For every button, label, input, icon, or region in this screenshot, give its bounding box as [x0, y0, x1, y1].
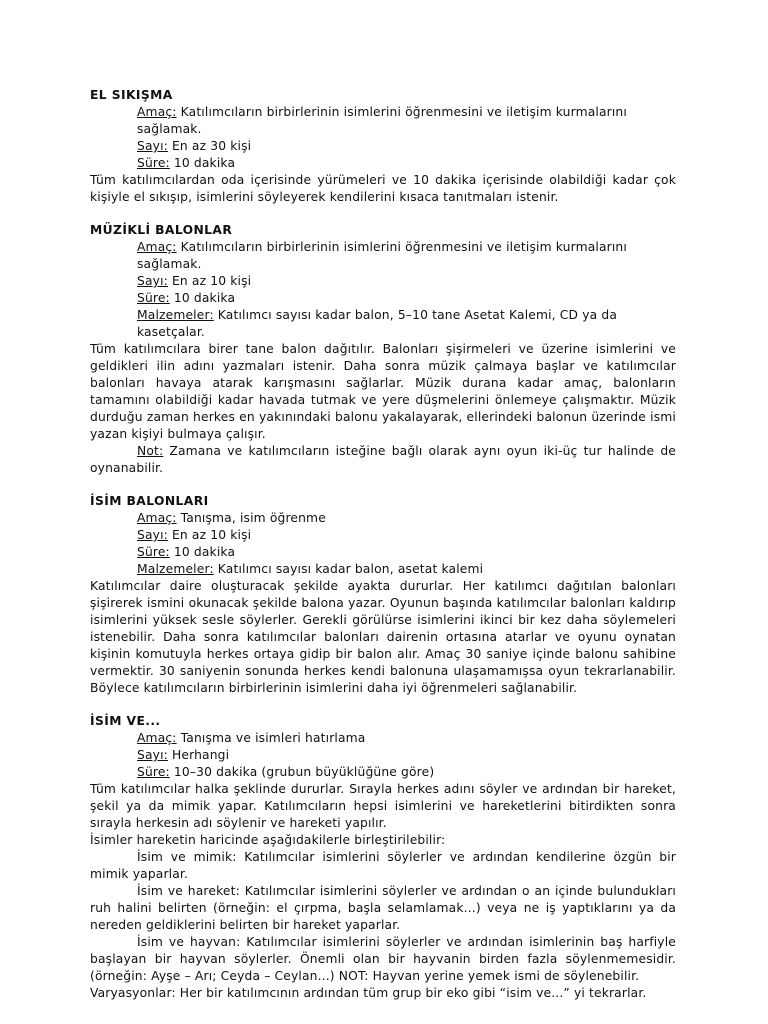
section-isim-ve: [90, 713, 676, 1002]
variation-item: İsim ve hareket: Katılımcılar isimlerini söylerler ve ardından o an içinde bulundukları ruh halini belirten (örneğin: el çırpma, başla selamlamak...) veya ne iş yaptıklarını ya da nereden geldiklerini belirten bir hareket yaparlar.: [90, 884, 676, 932]
section-body: Katılımcılar daire oluşturacak şekilde ayakta dururlar. Her katılımcı dağıtılan balonları şişirerek ismini okunacak şekilde balona yazar. Oyunun başında katılımcılar balonları kaldırıp isimlerini yüksek sesle söylerler. Gerekli görülürse isimlerini ikinci bir kez daha söylemeleri istenebilir. Daha sonra katılımcılar balonları dairenin ortasına atarlar ve oyunu oynatan kişinin komutuyla herkes ortaya gidip bir balon alır. Amaç 30 saniye içinde balonu sahibine vermektir. 30 saniyenin sonunda herkes kendi balonuna ulaşamamışsa oyun tekrarlanabilir. Böylece katılımcıların birbirlerinin isimlerini daha iyi öğrenmeleri sağlanabilir.: [90, 579, 676, 695]
meta-value: 10 dakika: [169, 291, 236, 305]
meta-duration: [90, 764, 676, 781]
meta-value: Katılımcı sayısı kadar balon, asetat kalemi: [213, 562, 484, 576]
section-body: Tüm katılımcılara birer tane balon dağıtılır. Balonları şişirmeleri ve üzerine isimlerini ve geldikleri ilin adını yazmaları istenir. Daha sonra müzik çalmaya başlar ve katılımcılar balonları havaya atarak karışmasını sağlarlar. Müzik durana kadar amaç, balonların tamamını olabildiği kadar havada tutmak ve yere düşmelerini önlemeye çalışmaktır. Müzik durduğu zaman herkes en yakınındaki balonu yakalayarak, ellerindeki balonun üzerinde ismi yazan kişiyi bulmaya çalışır.: [90, 342, 676, 441]
meta-value: 10 dakika: [169, 545, 236, 559]
meta-duration: [90, 290, 676, 307]
meta-purpose: [90, 510, 676, 527]
meta-count: [90, 527, 676, 544]
meta-key: Süre:: [137, 765, 170, 779]
section-title: İSİM BALONLARI: [90, 494, 209, 508]
meta-key: Malzemeler:: [137, 308, 214, 322]
meta-key: Sayı:: [137, 748, 168, 762]
meta-materials: [90, 561, 676, 578]
meta-value: En az 10 kişi: [167, 528, 252, 542]
note-value: Zamana ve katılımcıların isteğine bağlı olarak aynı oyun iki-üç tur halinde de oynanabilir.: [90, 444, 676, 475]
variation-item: İsim ve hayvan: Katılımcılar isimlerini söylerler ve ardından isimlerinin baş harfiyle başlayan bir hayvan söylerler. Önemli olan bir hayvanin birden fazla söylenmemesidir. (örneğin: Ayşe – Arı; Ceyda – Ceylan...) NOT: Hayvan yerine yemek ismi de söylenebilir.: [90, 935, 676, 983]
meta-duration: [90, 155, 676, 172]
meta-value: Katılımcı sayısı kadar balon, 5–10 tane Asetat Kalemi, CD ya da kasetçalar.: [137, 308, 618, 339]
meta-value: En az 30 kişi: [167, 139, 252, 153]
meta-purpose: [90, 104, 676, 138]
section-line: Varyasyonlar: Her bir katılımcının ardından tüm grup bir eko gibi “isim ve...” yi tekrarlar.: [90, 986, 647, 1000]
meta-value: Tanışma, isim öğrenme: [176, 511, 326, 525]
section-title: İSİM VE...: [90, 714, 161, 728]
meta-value: Tanışma ve isimleri hatırlama: [176, 731, 366, 745]
meta-key: Malzemeler:: [137, 562, 214, 576]
meta-key: Amaç:: [137, 240, 177, 254]
section-el-sikisma: [90, 87, 676, 206]
meta-materials: [90, 307, 676, 341]
section-muzikli-balonlar: [90, 222, 676, 477]
section-body: Tüm katılımcılardan oda içerisinde yürümeleri ve 10 dakika içerisinde olabildiği kadar çok kişiyle el sıkışıp, isimlerini söyleyerek kendilerini kısaca tanıtmaları istenir.: [90, 173, 676, 204]
section-isim-balonlari: [90, 493, 676, 697]
meta-value: Herhangi: [167, 748, 230, 762]
meta-key: Süre:: [137, 156, 170, 170]
meta-count: [90, 747, 676, 764]
meta-value: 10 dakika: [169, 156, 236, 170]
section-body: Tüm katılımcılar halka şeklinde dururlar. Sırayla herkes adını söyler ve ardından bir hareket, şekil ya da mimik yapar. Katılımcıların hepsi isimlerini ve hareketlerini bitirdikten sonra sırayla herkesin adı söylenir ve hareketi yapılır.: [90, 782, 676, 830]
meta-key: Amaç:: [137, 511, 177, 525]
meta-key: Amaç:: [137, 731, 177, 745]
meta-purpose: [90, 730, 676, 747]
meta-key: Sayı:: [137, 528, 168, 542]
meta-duration: [90, 544, 676, 561]
meta-key: Sayı:: [137, 139, 168, 153]
section-title: EL SIKIŞMA: [90, 88, 173, 102]
meta-key: Süre:: [137, 545, 170, 559]
section-line: İsimler hareketin haricinde aşağıdakilerle birleştirilebilir:: [90, 833, 446, 847]
variation-item: İsim ve mimik: Katılımcılar isimlerini söylerler ve ardından kendilerine özgün bir mimik yaparlar.: [90, 850, 676, 881]
meta-count: [90, 138, 676, 155]
meta-value: Katılımcıların birbirlerinin isimlerini öğrenmesini ve iletişim kurmalarını sağlamak.: [137, 105, 627, 136]
meta-value: 10–30 dakika (grubun büyüklüğüne göre): [169, 765, 435, 779]
meta-value: En az 10 kişi: [167, 274, 252, 288]
meta-purpose: [90, 239, 676, 273]
meta-key: Amaç:: [137, 105, 177, 119]
section-title: MÜZİKLİ BALONLAR: [90, 223, 233, 237]
document-page: [90, 87, 676, 1018]
note-key: Not:: [137, 444, 164, 458]
section-note: [90, 443, 676, 477]
meta-key: Süre:: [137, 291, 170, 305]
meta-count: [90, 273, 676, 290]
meta-key: Sayı:: [137, 274, 168, 288]
meta-value: Katılımcıların birbirlerinin isimlerini öğrenmesini ve iletişim kurmalarını sağlamak.: [137, 240, 627, 271]
